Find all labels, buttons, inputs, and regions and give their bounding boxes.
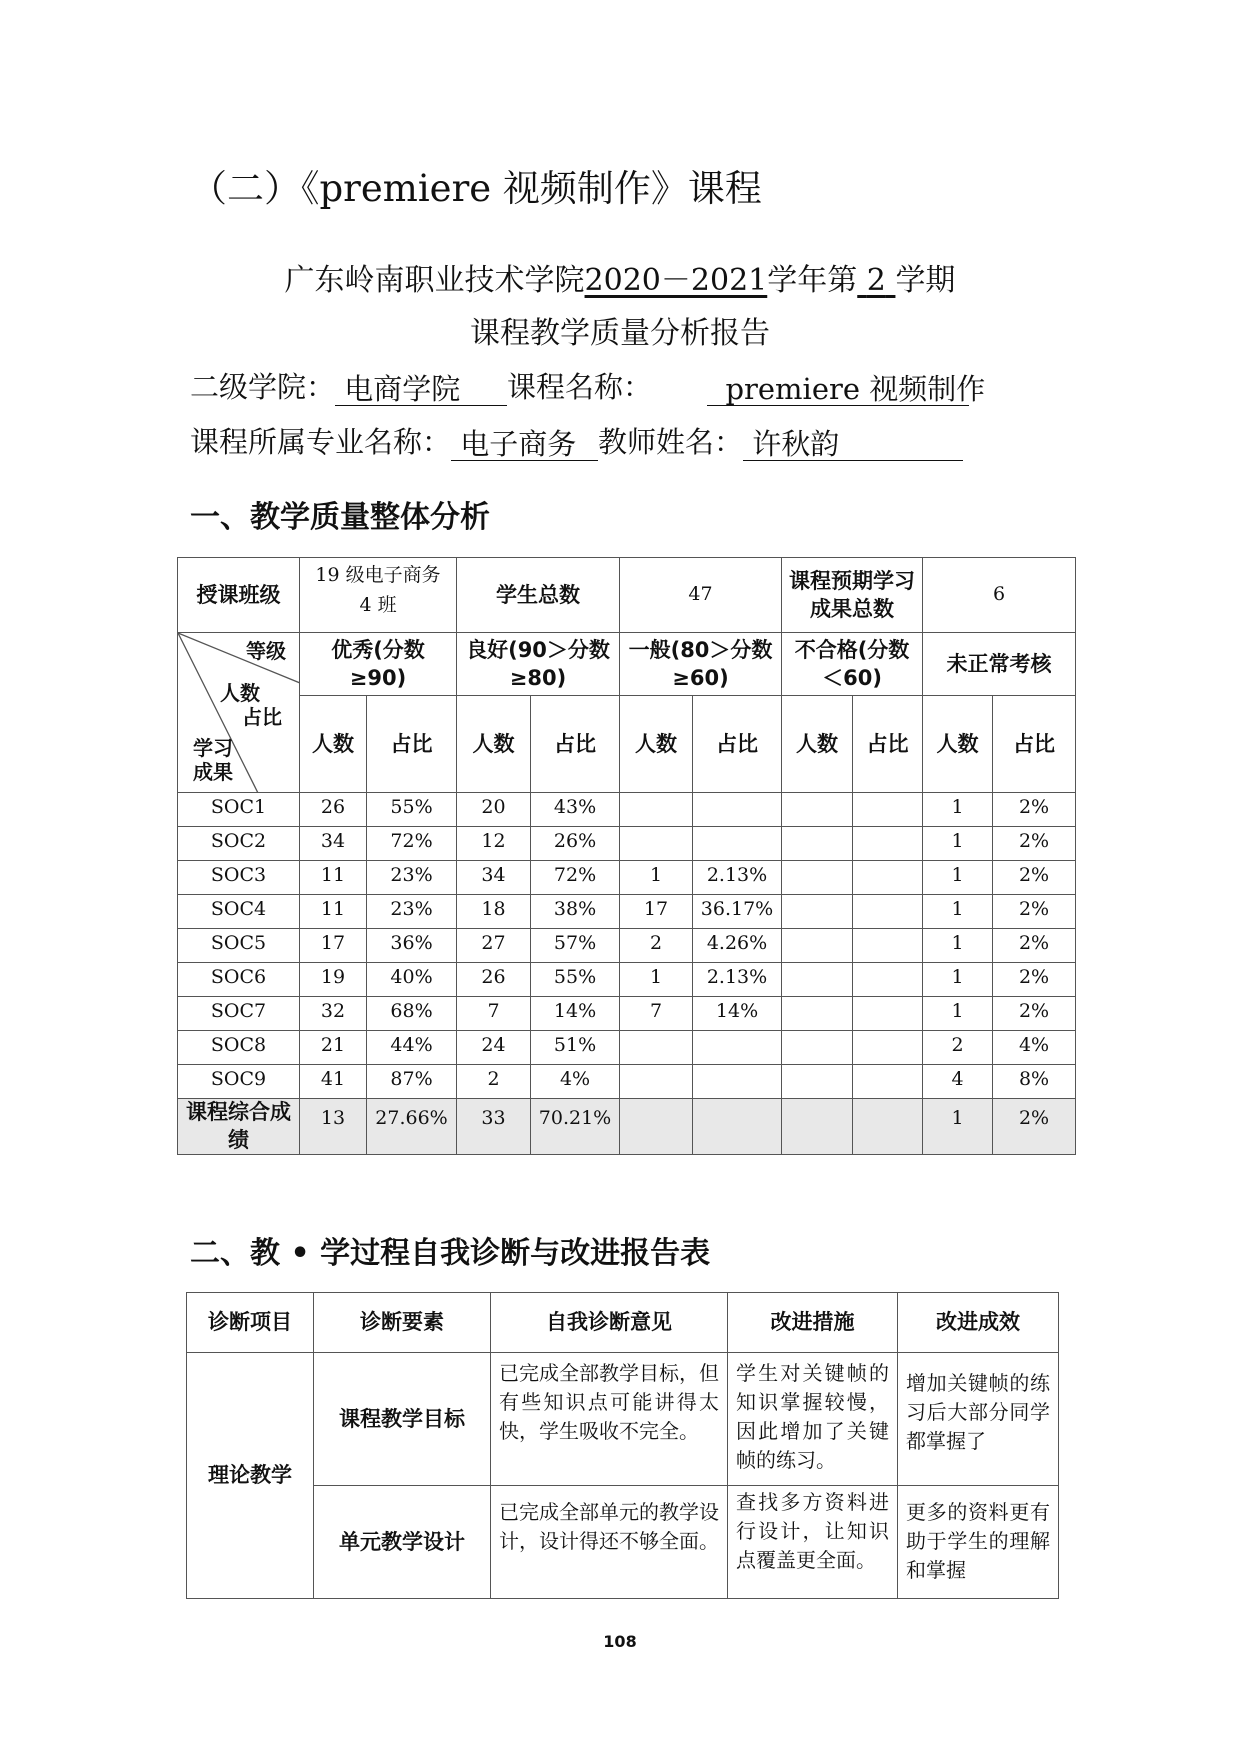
total-cell <box>693 1099 782 1155</box>
soc-cell: 12 <box>457 827 531 861</box>
level-average: 一般(80＞分数≥60) <box>620 633 782 696</box>
soc-cell <box>782 997 853 1031</box>
soc-cell: 17 <box>620 895 693 929</box>
soc-cell: 72% <box>531 861 620 895</box>
soc-cell <box>853 1065 923 1099</box>
total-cell: 1 <box>923 1099 993 1155</box>
soc-cell: 24 <box>457 1031 531 1065</box>
soc-cell <box>853 793 923 827</box>
soc-cell: 34 <box>300 827 367 861</box>
soc-cell: 21 <box>300 1031 367 1065</box>
soc-cell: 7 <box>457 997 531 1031</box>
soc-cell: 68% <box>367 997 457 1031</box>
soc-cell: 55% <box>531 963 620 997</box>
soc-row <box>178 861 1076 895</box>
soc-cell: 14% <box>531 997 620 1031</box>
soc-cell: 2 <box>620 929 693 963</box>
total-cell <box>853 1099 923 1155</box>
soc-cell: 2% <box>993 861 1076 895</box>
soc-cell: 1 <box>923 861 993 895</box>
soc-cell: 72% <box>367 827 457 861</box>
soc-row <box>178 929 1076 963</box>
soc-cell: 2 <box>923 1031 993 1065</box>
diagnosis-table <box>186 1292 1059 1599</box>
major-label: 课程所属专业名称： <box>190 425 452 459</box>
soc-cell: 38% <box>531 895 620 929</box>
students-label: 学生总数 <box>457 558 620 633</box>
soc-name: SOC6 <box>178 963 300 997</box>
soc-cell: 1 <box>923 793 993 827</box>
soc-cell: 1 <box>923 827 993 861</box>
soc-name: SOC3 <box>178 861 300 895</box>
soc-name: SOC4 <box>178 895 300 929</box>
major-value-field <box>451 422 598 461</box>
soc-cell: 19 <box>300 963 367 997</box>
soc-row <box>178 1031 1076 1065</box>
diag-element: 课程教学目标 <box>314 1353 491 1486</box>
outcomes-value: 6 <box>923 558 1076 633</box>
diag-opinion: 已完成全部教学目标，但有些知识点可能讲得太快，学生吸收不完全。 <box>491 1353 728 1486</box>
soc-name: SOC5 <box>178 929 300 963</box>
soc-cell <box>853 963 923 997</box>
soc-name: SOC7 <box>178 997 300 1031</box>
diagonal-header-cell <box>178 633 300 793</box>
page-number: 108 <box>603 1632 637 1651</box>
soc-cell: 26 <box>300 793 367 827</box>
soc-row <box>178 827 1076 861</box>
soc-cell <box>693 827 782 861</box>
diag-level-label: 等级 <box>246 639 286 663</box>
section-title-quality-analysis: 一、教学质量整体分析 <box>190 500 490 535</box>
soc-cell <box>693 793 782 827</box>
soc-cell: 4 <box>923 1065 993 1099</box>
soc-cell <box>782 895 853 929</box>
info-line-college-course <box>190 365 986 406</box>
soc-cell <box>782 929 853 963</box>
ratio-header: 占比 <box>693 696 782 793</box>
soc-cell: 23% <box>367 861 457 895</box>
total-cell: 27.66% <box>367 1099 457 1155</box>
soc-cell: 27 <box>457 929 531 963</box>
soc-cell: 2% <box>993 793 1076 827</box>
soc-cell: 2% <box>993 929 1076 963</box>
count-header: 人数 <box>620 696 693 793</box>
soc-cell: 1 <box>620 963 693 997</box>
soc-name: SOC8 <box>178 1031 300 1065</box>
term-number: 2 <box>866 263 886 298</box>
diag-effect: 更多的资料更有助于学生的理解和掌握 <box>898 1486 1059 1599</box>
soc-cell <box>853 895 923 929</box>
soc-cell: 41 <box>300 1065 367 1099</box>
total-cell <box>620 1099 693 1155</box>
ratio-header: 占比 <box>367 696 457 793</box>
soc-cell: 4% <box>993 1031 1076 1065</box>
ratio-header: 占比 <box>853 696 923 793</box>
soc-cell: 34 <box>457 861 531 895</box>
academic-year: 2020－2021 <box>584 263 768 298</box>
diag-header-effect: 改进成效 <box>898 1293 1059 1353</box>
diag-outcome-label: 学习成果 <box>193 736 233 784</box>
soc-cell: 1 <box>923 963 993 997</box>
soc-cell: 26 <box>457 963 531 997</box>
teacher-value: 许秋韵 <box>752 427 840 461</box>
soc-cell: 11 <box>300 861 367 895</box>
soc-row <box>178 895 1076 929</box>
soc-cell: 87% <box>367 1065 457 1099</box>
soc-cell: 8% <box>993 1065 1076 1099</box>
diag-opinion: 已完成全部单元的教学设计，设计得还不够全面。 <box>491 1486 728 1599</box>
soc-cell: 40% <box>367 963 457 997</box>
level-absent: 未正常考核 <box>923 633 1076 696</box>
diag-header-measure: 改进措施 <box>728 1293 898 1353</box>
total-cell: 13 <box>300 1099 367 1155</box>
grades-table <box>177 557 1076 1155</box>
soc-cell: 2% <box>993 963 1076 997</box>
soc-cell: 1 <box>923 997 993 1031</box>
ratio-header: 占比 <box>531 696 620 793</box>
soc-cell: 57% <box>531 929 620 963</box>
students-value: 47 <box>620 558 782 633</box>
soc-cell: 36% <box>367 929 457 963</box>
ratio-header: 占比 <box>993 696 1076 793</box>
term-suffix: 学期 <box>895 263 956 298</box>
soc-name: SOC9 <box>178 1065 300 1099</box>
soc-cell <box>782 861 853 895</box>
total-cell: 2% <box>993 1099 1076 1155</box>
soc-cell: 2% <box>993 997 1076 1031</box>
diag-header-opinion: 自我诊断意见 <box>491 1293 728 1353</box>
soc-cell <box>782 963 853 997</box>
soc-cell: 1 <box>620 861 693 895</box>
soc-cell: 7 <box>620 997 693 1031</box>
soc-cell: 36.17% <box>693 895 782 929</box>
soc-cell: 18 <box>457 895 531 929</box>
count-header: 人数 <box>457 696 531 793</box>
soc-cell <box>853 827 923 861</box>
total-label: 课程综合成绩 <box>178 1099 300 1155</box>
soc-name: SOC2 <box>178 827 300 861</box>
college-label: 二级学院： <box>190 370 336 404</box>
total-cell <box>782 1099 853 1155</box>
diag-measure: 学生对关键帧的知识掌握较慢，因此增加了关键帧的练习。 <box>728 1353 898 1486</box>
diag-category: 理论教学 <box>187 1353 314 1599</box>
soc-cell: 23% <box>367 895 457 929</box>
diag-ratio-label: 占比 <box>242 705 282 729</box>
soc-cell: 1 <box>923 929 993 963</box>
level-good: 良好(90＞分数≥80) <box>457 633 620 696</box>
soc-row <box>178 963 1076 997</box>
total-cell: 33 <box>457 1099 531 1155</box>
soc-name: SOC1 <box>178 793 300 827</box>
course-heading: （二）《premiere 视频制作》课程 <box>190 167 762 210</box>
soc-row <box>178 1065 1076 1099</box>
diag-header-element: 诊断要素 <box>314 1293 491 1353</box>
count-header: 人数 <box>782 696 853 793</box>
course-value: premiere 视频制作 <box>725 372 986 406</box>
total-row <box>178 1099 1076 1155</box>
info-line-major-teacher <box>190 420 963 461</box>
soc-cell <box>853 929 923 963</box>
level-excellent: 优秀(分数≥90) <box>300 633 457 696</box>
soc-cell <box>620 793 693 827</box>
soc-cell: 2% <box>993 827 1076 861</box>
count-header: 人数 <box>923 696 993 793</box>
year-suffix: 学年第 <box>767 263 858 298</box>
soc-cell <box>853 997 923 1031</box>
soc-cell: 4.26% <box>693 929 782 963</box>
college-value-field <box>335 367 507 406</box>
soc-cell <box>620 1065 693 1099</box>
class-label: 授课班级 <box>178 558 300 633</box>
soc-cell <box>782 793 853 827</box>
soc-cell: 26% <box>531 827 620 861</box>
soc-cell: 55% <box>367 793 457 827</box>
soc-cell <box>693 1031 782 1065</box>
soc-cell: 2.13% <box>693 861 782 895</box>
soc-cell: 51% <box>531 1031 620 1065</box>
diag-header-item: 诊断项目 <box>187 1293 314 1353</box>
school-name: 广东岭南职业技术学院 <box>284 263 585 298</box>
diag-element: 单元教学设计 <box>314 1486 491 1599</box>
teacher-label: 教师姓名： <box>598 425 744 459</box>
soc-cell <box>782 1065 853 1099</box>
total-cell: 70.21% <box>531 1099 620 1155</box>
soc-cell <box>853 861 923 895</box>
soc-cell: 11 <box>300 895 367 929</box>
diag-measure: 查找多方资料进行设计，让知识点覆盖更全面。 <box>728 1486 898 1599</box>
soc-cell <box>620 827 693 861</box>
course-value-field <box>707 367 986 406</box>
soc-cell: 43% <box>531 793 620 827</box>
teacher-value-field <box>743 422 963 461</box>
soc-rows <box>178 793 1076 1099</box>
soc-cell: 20 <box>457 793 531 827</box>
soc-cell <box>853 1031 923 1065</box>
soc-cell <box>782 1031 853 1065</box>
count-header: 人数 <box>300 696 367 793</box>
soc-cell: 32 <box>300 997 367 1031</box>
soc-cell: 14% <box>693 997 782 1031</box>
soc-cell: 2.13% <box>693 963 782 997</box>
college-value: 电商学院 <box>344 372 461 406</box>
soc-cell: 44% <box>367 1031 457 1065</box>
section-title-diagnosis: 二、教 • 学过程自我诊断与改进报告表 <box>190 1236 711 1271</box>
level-fail: 不合格(分数＜60) <box>782 633 923 696</box>
soc-cell: 17 <box>300 929 367 963</box>
outcomes-label: 课程预期学习成果总数 <box>782 558 923 633</box>
soc-cell: 2 <box>457 1065 531 1099</box>
soc-cell: 1 <box>923 895 993 929</box>
class-value: 19 级电子商务 4 班 <box>300 558 457 633</box>
soc-cell: 4% <box>531 1065 620 1099</box>
report-title-line <box>0 255 1240 299</box>
report-subtitle: 课程教学质量分析报告 <box>470 316 770 351</box>
soc-row <box>178 793 1076 827</box>
major-value: 电子商务 <box>460 427 577 461</box>
soc-cell <box>693 1065 782 1099</box>
course-label: 课程名称： <box>507 370 653 404</box>
soc-row <box>178 997 1076 1031</box>
soc-cell <box>620 1031 693 1065</box>
soc-cell <box>782 827 853 861</box>
diag-effect: 增加关键帧的练习后大部分同学都掌握了 <box>898 1353 1059 1486</box>
diag-count-label: 人数 <box>220 681 260 705</box>
soc-cell: 2% <box>993 895 1076 929</box>
